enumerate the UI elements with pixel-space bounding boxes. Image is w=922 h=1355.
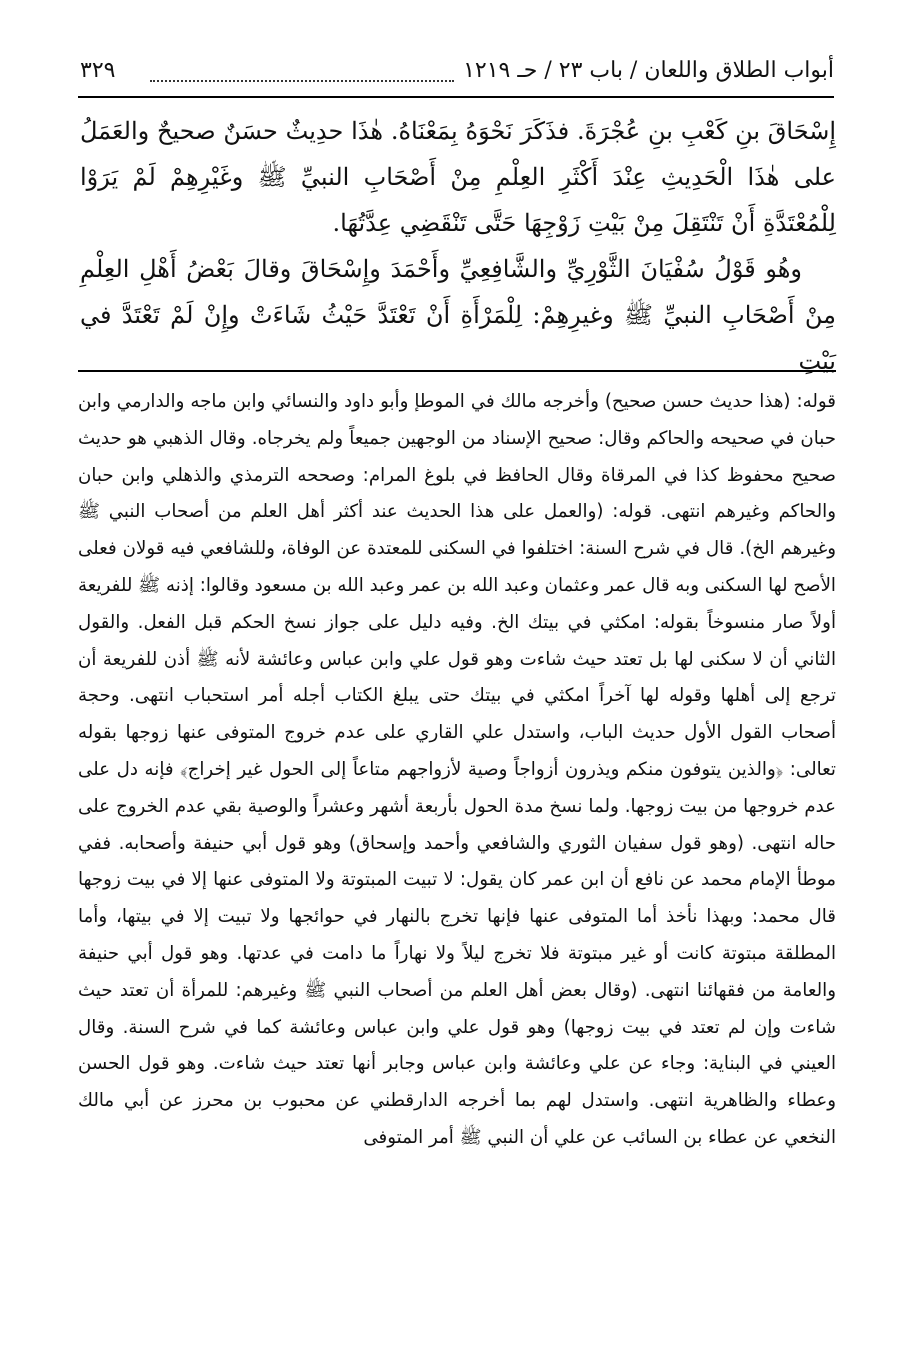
main-paragraph-2: وهُو قَوْلُ سُفْيَانَ الثَّوْرِيِّ والشَّافِعِيِّ وأَحْمَدَ وإِسْحَاقَ وقالَ بَعْضُ أَهْلِ العِلْمِ مِنْ أَصْحَابِ النبيِّ ﷺ وغيرِهِمْ: لِلْمَرْأَةِ أَنْ تَعْتَدَّ حَيْثُ شَاءَتْ وإِنْ لَمْ تَعْتَدَّ في بَيْتِ (80, 255, 836, 375)
header-rule (78, 96, 834, 98)
main-paragraph-1: إِسْحَاقَ بنِ كَعْبِ بنِ عُجْرَةَ. فذَكَرَ نَحْوَهُ بِمَعْنَاهُ. هٰذَا حدِيثٌ حسَنٌ صحيحٌ والعَمَلُ على هٰذَا الْحَدِيثِ عِنْدَ أَكْثَرِ العِلْمِ مِنْ أَصْحَابِ النبيِّ ﷺ وغَيْرِهِمْ لَمْ يَرَوْا لِلْمُعْتَدَّةِ أَنْ تَنْتَقِلَ مِنْ بَيْتِ زَوْجِهَا حَتَّى تَنْقَضِي عِدَّتُهَا. (80, 117, 836, 237)
header-dotted-leader (150, 80, 454, 82)
running-header (80, 58, 834, 94)
page-number: ٣٢٩ (80, 58, 116, 83)
footnote-separator (78, 370, 836, 372)
header-title: أبواب الطلاق واللعان / باب ٢٣ / حـ ١٢١٩ (463, 58, 834, 83)
main-text (80, 108, 836, 384)
footnote-commentary: قوله: (هذا حديث حسن صحيح) وأخرجه مالك في الموطإ وأبو داود والنسائي وابن ماجه والدارمي وابن حبان في صحيحه والحاكم وقال: صحيح الإسناد من الوجهين جميعاً ولم يخرجاه. وقال الذهبي هو حديث صحيح محفوظ كذا في المرقاة وقال الحافظ في بلوغ المرام: وصححه الترمذي والذهلي وابن حبان والحاكم وغيرهم انتهى. قوله: (والعمل على هذا الحديث عند أكثر أهل العلم من أصحاب النبي ﷺ وغيرهم الخ). قال في شرح السنة: اختلفوا في السكنى للمعتدة عن الوفاة، وللشافعي فيه قولان فعلى الأصح لها السكنى وبه قال عمر وعثمان وعبد الله بن عمر وعبد الله بن مسعود وقالوا: إذنه ﷺ للفريعة أولاً صار منسوخاً بقوله: امكثي في بيتك الخ. وفيه دليل على جواز نسخ الحكم قبل الفعل. والقول الثاني أن لا سكنى لها بل تعتد حيث شاءت وهو قول علي وابن عباس وعائشة لأنه ﷺ أذن للفريعة أن ترجع إلى أهلها وقوله لها آخراً امكثي في بيتك حتى يبلغ الكتاب أجله أمر استحباب انتهى. وحجة أصحاب القول الأول حديث الباب، واستدل علي القاري على عدم خروج المتوفى عنها زوجها بقوله تعالى: ﴿والذين يتوفون منكم ويذرون أزواجاً وصية لأزواجهم متاعاً إلى الحول غير إخراج﴾ فإنه دل على عدم خروجها من بيت زوجها. ولما نسخ مدة الحول بأربعة أشهر وعشراً والوصية بقي عدم الخروج على حاله انتهى. (وهو قول سفيان الثوري والشافعي وأحمد وإسحاق) وهو قول أبي حنيفة وأصحابه. ففي موطأ الإمام محمد عن نافع أن ابن عمر كان يقول: لا تبيت المبتوتة ولا المتوفى عنها إلا في بيت زوجها قال محمد: وبهذا نأخذ أما المتوفى عنها فإنها تخرج بالنهار في حوائجها ولا تبيت إلا في بيتها، وأما المطلقة مبتوتة كانت أو غير مبتوتة فلا تخرج ليلاً ولا نهاراً ما دامت في عدتها. وهو قول أبي حنيفة والعامة من فقهائنا انتهى. (وقال بعض أهل العلم من أصحاب النبي ﷺ وغيرهم: للمرأة أن تعتد حيث شاءت وإن لم تعتد في بيت زوجها) وهو قول علي وابن عباس وعائشة كما في شرح السنة. وقال العيني في البناية: وجاء عن علي وعائشة وابن عباس وجابر أنها تعتد حيث شاءت. وهو قول الحسن وعطاء والظاهرية انتهى. واستدل لهم بما أخرجه الدارقطني عن محبوب بن محرز عن أبي مالك النخعي عن عطاء بن السائب عن علي أن النبي ﷺ أمر المتوفى (78, 391, 836, 1148)
